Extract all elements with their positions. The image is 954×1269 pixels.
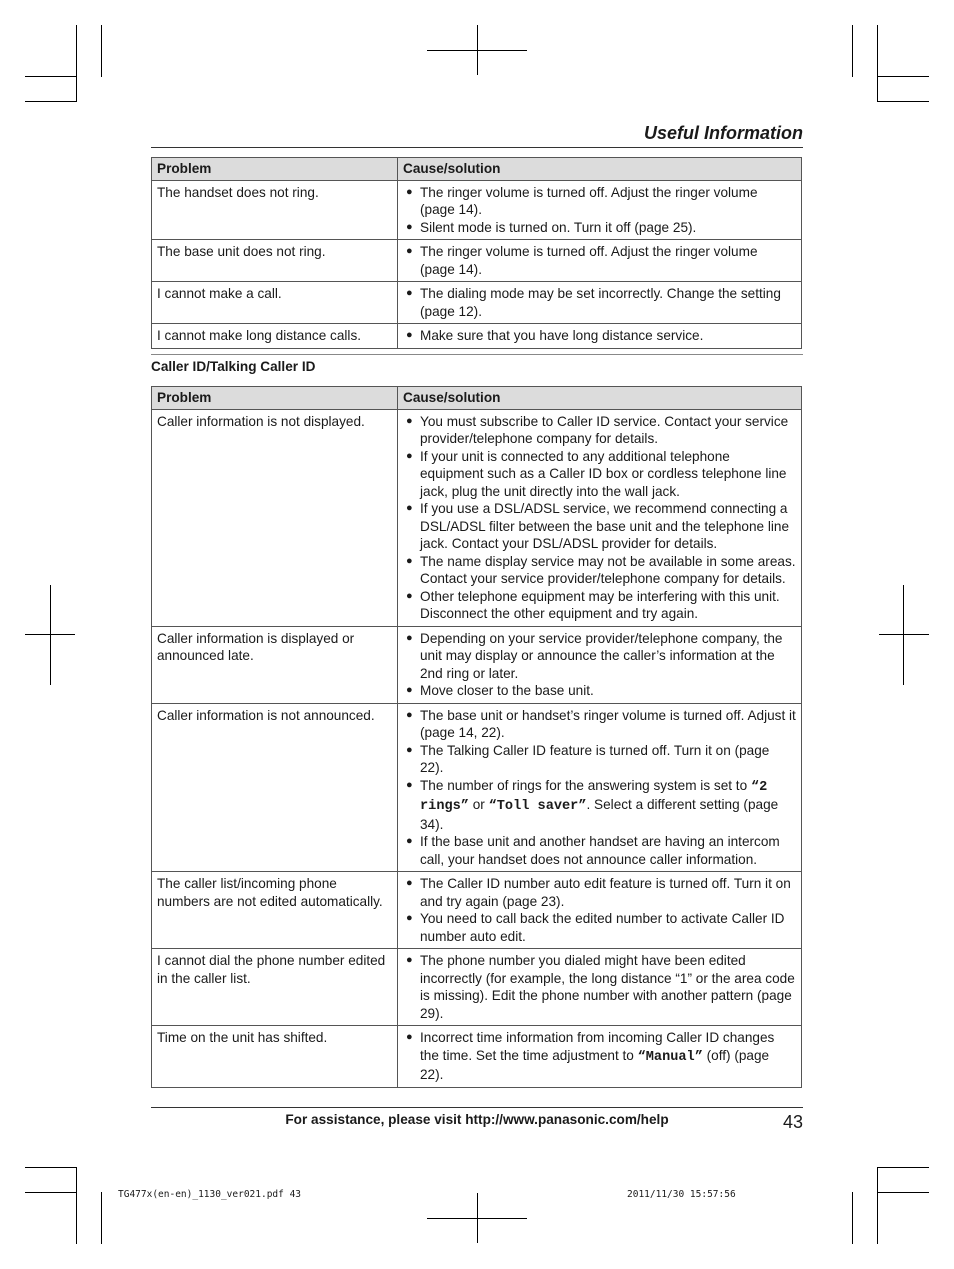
solution-cell: [398, 626, 802, 703]
list-item: ● The number of rings for the answering system is set to “2 rings” or “Toll saver”. Select a different setting (page 34).: [406, 777, 779, 832]
problem-cell: Caller information is not announced.: [152, 703, 398, 872]
page-number: 43: [782, 1112, 803, 1132]
bullet-icon: ●: [406, 554, 413, 567]
list-item: ● If your unit is connected to any additional telephone equipment such as a Caller ID box or cordless telephone line jack, plug the unit directly into the wall jack.: [406, 448, 787, 499]
list-item: ● Make sure that you have long distance service.: [406, 328, 704, 343]
list-item: ● Silent mode is turned on. Turn it off (page 25).: [406, 219, 697, 235]
list-item: ● Depending on your service provider/telephone company, the unit may display or announce the caller’s information at the 2nd ring or later.: [406, 630, 783, 681]
table-row: [152, 872, 802, 949]
table-row: [152, 949, 802, 1026]
solution-cell: [398, 240, 802, 282]
list-item: ● Other telephone equipment may be interfering with this unit. Disconnect the other equipment and try again.: [406, 588, 780, 621]
bullet-icon: ●: [406, 912, 413, 924]
problem-cell: I cannot make long distance calls.: [152, 324, 398, 349]
table-row: [152, 282, 802, 324]
section-title: Useful Information: [643, 123, 803, 143]
list-item: ● The Caller ID number auto edit feature is turned off. Turn it on and try again (page 23).: [406, 876, 791, 909]
list-item: ● If the base unit and another handset are having an intercom call, your handset does not announce caller information.: [406, 834, 780, 867]
setting-value: “Manual”: [637, 1049, 703, 1065]
section-heading: Caller ID/Talking Caller ID: [151, 359, 316, 374]
table-row: [152, 324, 802, 349]
problem-cell: The base unit does not ring.: [152, 240, 398, 282]
list-item: ● The dialing mode may be set incorrectly. Change the setting (page 12).: [406, 286, 781, 319]
problem-cell: Time on the unit has shifted.: [152, 1026, 398, 1088]
header-rule: [151, 147, 803, 148]
solution-cell: [398, 1026, 802, 1088]
solution-cell: [398, 180, 802, 240]
setting-value: “Toll saver”: [488, 799, 587, 814]
assistance-text: For assistance, please visit http://www.panasonic.com/help: [285, 1112, 669, 1127]
problem-cell: I cannot make a call.: [152, 282, 398, 324]
solution-cell: [398, 409, 802, 626]
section-divider: [151, 354, 803, 355]
problem-cell: Caller information is displayed or announced late.: [152, 626, 398, 703]
solution-cell: [398, 282, 802, 324]
list-item: ● You need to call back the edited number to activate Caller ID number auto edit.: [406, 911, 785, 944]
bullet-icon: ●: [406, 329, 413, 341]
table-row: [152, 240, 802, 282]
bullet-icon: ●: [406, 954, 413, 966]
table-row: [152, 626, 802, 703]
table-row: [152, 180, 802, 240]
list-item: ● Incorrect time information from incoming Caller ID changes the time. Set the time adjustment to “Manual” (off) (page 22).: [406, 1030, 775, 1082]
col-header-problem: Problem: [152, 158, 398, 181]
col-header-problem: Problem: [152, 387, 398, 410]
solution-cell: [398, 324, 802, 349]
table-row: [152, 1026, 802, 1088]
col-header-solution: Cause/solution: [398, 158, 802, 181]
bullet-icon: ●: [406, 877, 413, 889]
list-item: ● The phone number you dialed might have been edited incorrectly (for example, the long distance “1” or the area code is missing). Edit the phone number with another pattern (page 29).: [406, 953, 795, 1021]
list-item: ● The Talking Caller ID feature is turned off. Turn it on (page 22).: [406, 742, 770, 775]
problem-cell: I cannot dial the phone number edited in the caller list.: [152, 949, 398, 1026]
solution-cell: [398, 703, 802, 872]
solution-cell: [398, 949, 802, 1026]
list-item: ● Move closer to the base unit.: [406, 683, 594, 698]
bullet-icon: ●: [406, 708, 413, 721]
print-slug-file: TG477x(en-en)_1130_ver021.pdf 43: [118, 1189, 302, 1200]
bullet-icon: ●: [406, 287, 413, 299]
bullet-icon: ●: [406, 449, 413, 462]
problem-cell: The handset does not ring.: [152, 180, 398, 240]
setting-value: “2 rings”: [420, 779, 768, 814]
bullet-icon: ●: [406, 778, 413, 791]
col-header-solution: Cause/solution: [398, 387, 802, 410]
list-item: ● The ringer volume is turned off. Adjust the ringer volume (page 14).: [406, 184, 758, 217]
bullet-icon: ●: [406, 631, 413, 644]
bullet-icon: ●: [406, 743, 413, 756]
bullet-icon: ●: [406, 589, 413, 602]
table-row: [152, 703, 802, 872]
troubleshooting-table-caller-id: [151, 386, 802, 1088]
bullet-icon: ●: [406, 185, 413, 198]
bullet-icon: ●: [406, 220, 413, 233]
print-slug-datetime: 2011/11/30 15:57:56: [627, 1189, 736, 1200]
list-item: ● The ringer volume is turned off. Adjust the ringer volume (page 14).: [406, 244, 758, 277]
bullet-icon: ●: [406, 684, 413, 696]
bullet-icon: ●: [406, 245, 413, 257]
bullet-icon: ●: [406, 1031, 413, 1043]
problem-cell: The caller list/incoming phone numbers are not edited automatically.: [152, 872, 398, 949]
table-row: [152, 409, 802, 626]
problem-cell: Caller information is not displayed.: [152, 409, 398, 626]
bullet-icon: ●: [406, 835, 413, 847]
bullet-icon: ●: [406, 414, 413, 427]
footer-rule: [151, 1107, 803, 1108]
list-item: ● You must subscribe to Caller ID service. Contact your service provider/telephone company for details.: [406, 413, 789, 446]
troubleshooting-table-ringing: [151, 157, 802, 349]
list-item: ● The name display service may not be available in some areas. Contact your service provider/telephone company for details.: [406, 553, 796, 586]
list-item: ● If you use a DSL/ADSL service, we recommend connecting a DSL/ADSL filter between the base unit and the telephone line jack. Contact your DSL/ADSL provider for details.: [406, 501, 790, 551]
list-item: ● The base unit or handset’s ringer volume is turned off. Adjust it (page 14, 22).: [406, 707, 796, 740]
bullet-icon: ●: [406, 502, 413, 514]
solution-cell: [398, 872, 802, 949]
